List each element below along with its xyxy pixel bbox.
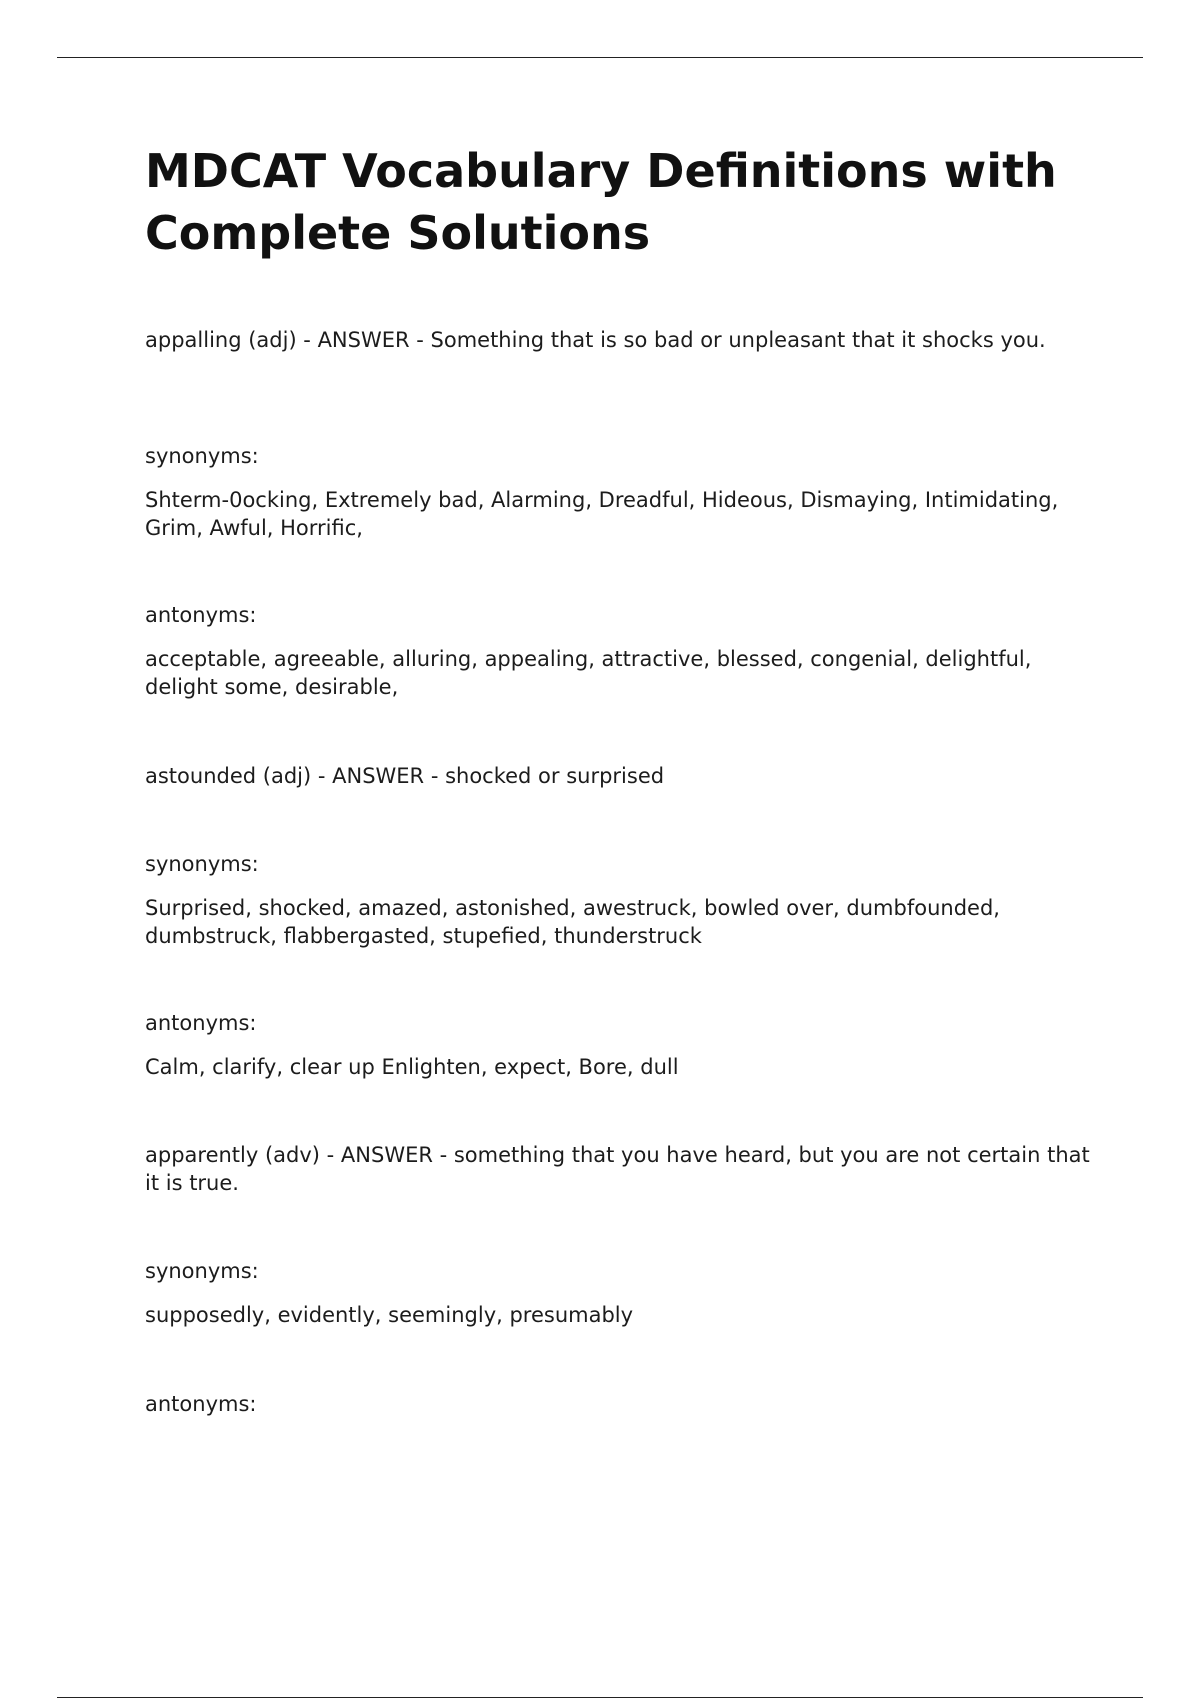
antonyms-label: antonyms: [145, 1011, 257, 1035]
antonyms-list: Calm, clarify, clear up Enlighten, expect, Bore, dull [145, 1055, 679, 1079]
page-title: MDCAT Vocabulary Definitions with Complete Solutions [145, 144, 1057, 260]
synonyms-list: Surprised, shocked, amazed, astonished, awestruck, bowled over, dumbfounded, dumbstruck, flabbergasted, stupefied, thunderstruck [145, 896, 1000, 948]
synonyms-label: synonyms: [145, 852, 259, 876]
synonyms-label: synonyms: [145, 1259, 259, 1283]
top-divider [57, 57, 1143, 58]
antonyms-label: antonyms: [145, 603, 257, 627]
entry-definition: appalling (adj) - ANSWER - Something that is so bad or unpleasant that it shocks you. [145, 328, 1046, 352]
synonyms-list: supposedly, evidently, seemingly, presumably [145, 1303, 634, 1327]
antonyms-list: acceptable, agreeable, alluring, appealing, attractive, blessed, congenial, delightful, delight some, desirable, [145, 647, 1032, 699]
antonyms-label: antonyms: [145, 1392, 257, 1416]
synonyms-label: synonyms: [145, 444, 259, 468]
entry-definition: apparently (adv) - ANSWER - something that you have heard, but you are not certain that it is true. [145, 1143, 1090, 1195]
synonyms-list: Shterm-0ocking, Extremely bad, Alarming, Dreadful, Hideous, Dismaying, Intimidating, Grim, Awful, Horrific, [145, 488, 1059, 540]
entry-definition: astounded (adj) - ANSWER - shocked or surprised [145, 764, 665, 788]
bottom-divider [57, 1697, 1143, 1698]
